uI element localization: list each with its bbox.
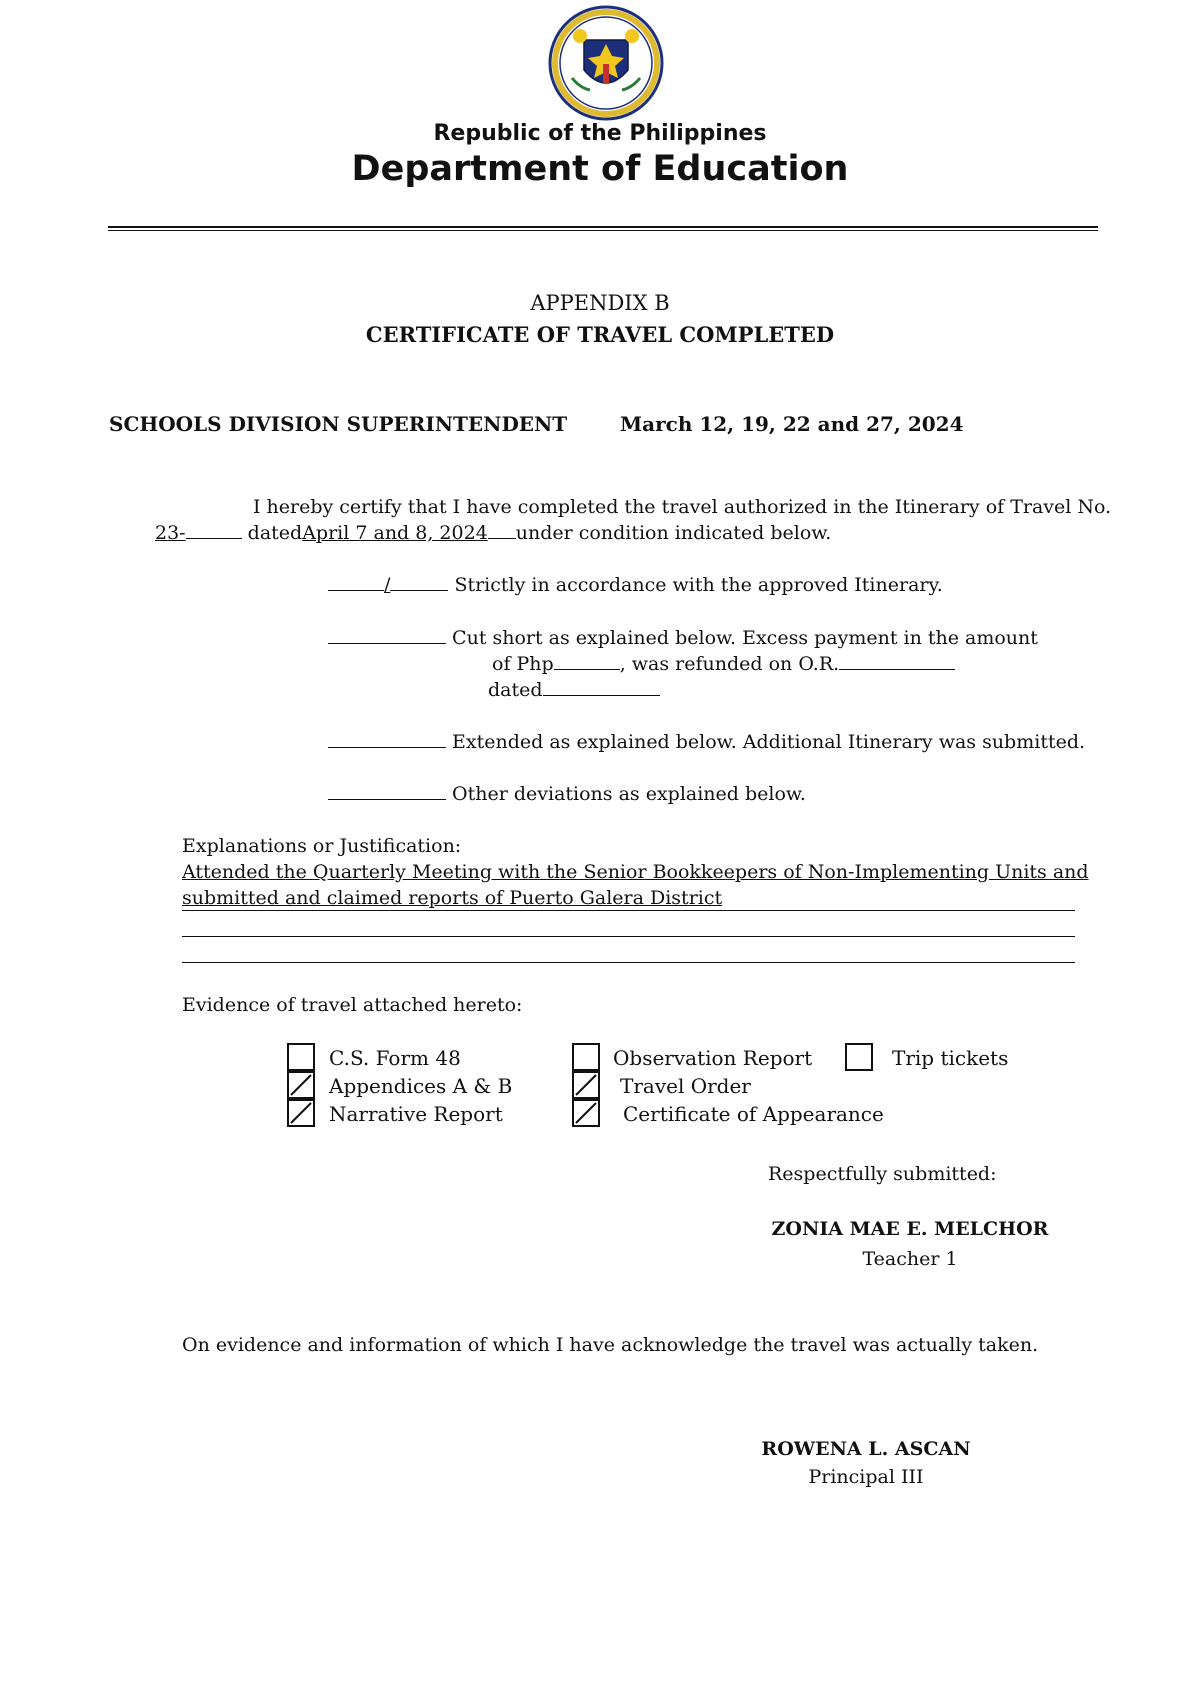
condition-strictly	[328, 574, 943, 596]
check-slash-icon	[574, 1101, 598, 1125]
evidence-item-label: Appendices A & B	[329, 1074, 513, 1098]
evidence-item-label: Observation Report	[613, 1046, 813, 1070]
evidence-checkbox[interactable]	[572, 1099, 600, 1127]
evidence-checkbox[interactable]	[287, 1099, 315, 1127]
letterhead-rule-thin	[108, 230, 1098, 231]
deped-seal-logo	[546, 4, 666, 122]
submitter-position: Teacher 1	[862, 1248, 958, 1270]
condition-other	[328, 783, 806, 805]
condition-text: under condition indicated below.	[515, 522, 832, 544]
cut-short-text: Cut short as explained below. Excess payment in the amount	[452, 627, 1038, 649]
dated-label: dated	[247, 522, 303, 544]
evidence-checkbox[interactable]	[572, 1043, 600, 1071]
explanation-line2-underline	[182, 910, 1075, 911]
evidence-checkbox[interactable]	[572, 1071, 600, 1099]
cut-short-line3: dated	[488, 679, 660, 701]
check-slash-icon	[289, 1101, 313, 1125]
evidence-item-label: Travel Order	[620, 1074, 751, 1098]
itinerary-number-blank	[186, 537, 242, 539]
strictly-check-mark: /	[384, 574, 391, 596]
condition-extended	[328, 731, 1085, 753]
evidence-checkbox[interactable]	[845, 1043, 873, 1071]
certify-line2	[155, 522, 831, 544]
letterhead-rule-thick	[108, 226, 1098, 228]
certificate-title: CERTIFICATE OF TRAVEL COMPLETED	[365, 322, 835, 347]
approver-name: ROWENA L. ASCAN	[761, 1438, 971, 1460]
explanation-line2: submitted and claimed reports of Puerto Galera District	[182, 887, 723, 909]
dated-blank	[488, 537, 516, 539]
evidence-item-label: Trip tickets	[892, 1046, 1009, 1070]
certify-line1: I hereby certify that I have completed the travel authorized in the Itinerary of Travel No.	[253, 496, 1112, 518]
department-heading: Department of Education	[351, 149, 849, 189]
evidence-checkbox[interactable]	[287, 1043, 315, 1071]
appendix-label: APPENDIX B	[530, 291, 670, 315]
strictly-text: Strictly in accordance with the approved Itinerary.	[454, 574, 943, 596]
check-slash-icon	[289, 1073, 313, 1097]
explanation-line1: Attended the Quarterly Meeting with the Senior Bookkeepers of Non-Implementing Units and	[182, 861, 1089, 883]
other-text: Other deviations as explained below.	[452, 783, 806, 805]
dated-value: April 7 and 8, 2024	[302, 522, 488, 544]
cut-short-line2: of Php , was refunded on O.R.	[492, 653, 955, 675]
respectfully-submitted: Respectfully submitted:	[768, 1163, 997, 1185]
evidence-checkbox[interactable]	[287, 1071, 315, 1099]
extended-text: Extended as explained below. Additional Itinerary was submitted.	[452, 731, 1086, 753]
itinerary-number: 23-	[155, 522, 186, 544]
approver-position: Principal III	[808, 1466, 924, 1488]
explanation-blank-line1	[182, 936, 1075, 937]
evidence-item-label: Certificate of Appearance	[623, 1102, 884, 1126]
republic-heading: Republic of the Philippines	[433, 121, 767, 146]
condition-cut-short	[328, 627, 1038, 649]
addressee: SCHOOLS DIVISION SUPERINTENDENT	[109, 412, 568, 436]
acknowledgement-text: On evidence and information of which I have acknowledge the travel was actually taken.	[182, 1334, 1039, 1356]
evidence-label: Evidence of travel attached hereto:	[182, 994, 523, 1016]
department-heading-wrap	[0, 148, 1200, 218]
check-slash-icon	[574, 1073, 598, 1097]
evidence-item-label: C.S. Form 48	[329, 1046, 461, 1070]
submitter-name: ZONIA MAE E. MELCHOR	[771, 1218, 1049, 1240]
explanation-label: Explanations or Justification:	[182, 835, 462, 857]
travel-dates: March 12, 19, 22 and 27, 2024	[620, 412, 964, 436]
explanation-blank-line2	[182, 962, 1075, 963]
evidence-item-label: Narrative Report	[329, 1102, 503, 1126]
